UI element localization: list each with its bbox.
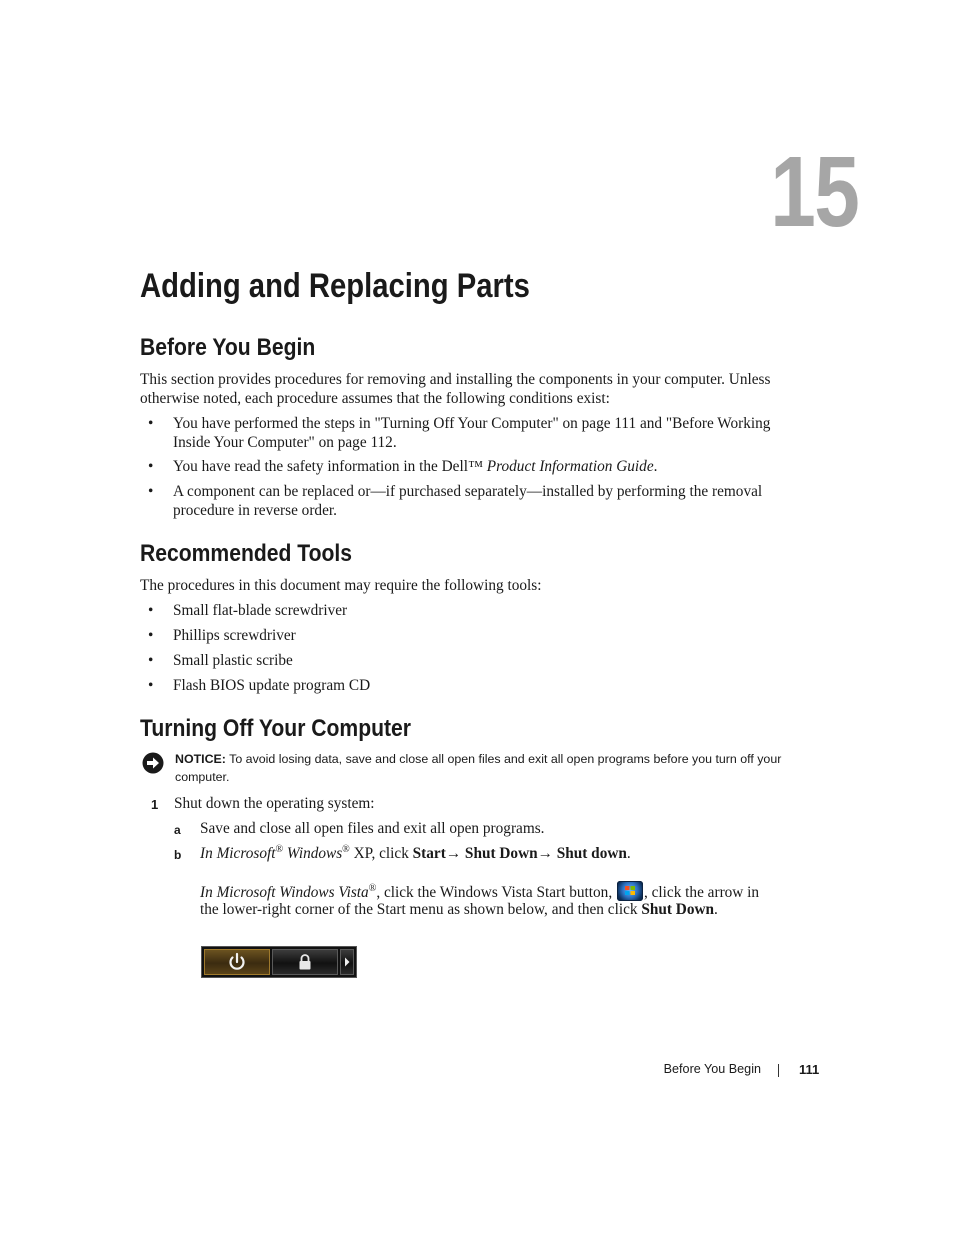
lock-button[interactable] xyxy=(272,949,338,975)
list-item xyxy=(140,482,800,520)
power-icon xyxy=(205,950,269,974)
arrow-right-icon xyxy=(341,950,353,974)
tool-name: Phillips screwdriver xyxy=(173,627,296,644)
bullet-icon: • xyxy=(148,415,154,432)
notice-body: To avoid losing data, save and close all open files and exit all open programs before you turn off your computer. xyxy=(175,752,782,784)
step-letter: a xyxy=(174,823,181,837)
power-button[interactable] xyxy=(204,949,270,975)
start-menu-power-bar xyxy=(201,946,357,978)
tools-list xyxy=(140,601,800,695)
bullet-icon: • xyxy=(148,677,154,694)
step-text: Shut down the operating system: xyxy=(174,795,375,812)
list-item xyxy=(140,651,800,670)
notice-box xyxy=(140,750,800,786)
page-number: 111 xyxy=(799,1062,820,1077)
chapter-number: 15 xyxy=(770,136,858,248)
windows-vista-start-icon xyxy=(617,881,643,901)
bullet-icon: • xyxy=(148,652,154,669)
notice-text xyxy=(175,750,800,786)
list-item xyxy=(140,601,800,620)
bullet-icon: • xyxy=(148,627,154,644)
tool-name: Flash BIOS update program CD xyxy=(173,677,371,694)
shut-down-ref: Shut down xyxy=(552,845,627,862)
bullet-icon: • xyxy=(148,602,154,619)
intro-before-you-begin: This section provides procedures for removing and installing the components in your computer. Unless otherwise noted, each procedure assumes that the following conditions exist: xyxy=(140,371,771,407)
list-item-text: You have read the safety information in the Dell™ xyxy=(173,458,487,475)
footer-section-name: Before You Begin xyxy=(663,1062,761,1076)
list-item xyxy=(140,414,800,452)
list-item: • You have read the safety information in the Dell™ Product Information Guide. xyxy=(148,458,658,475)
footer-divider xyxy=(778,1064,779,1077)
intro-recommended-tools: The procedures in this document may require the following tools: xyxy=(140,577,542,594)
tool-name: Small plastic scribe xyxy=(173,652,293,669)
lock-icon xyxy=(273,950,337,974)
bullet-icon: • xyxy=(148,483,154,500)
list-item xyxy=(140,676,800,695)
shut-down-menu-ref: Shut Down xyxy=(461,845,538,862)
step-number: 1 xyxy=(151,797,159,812)
notice-label: NOTICE: xyxy=(175,752,226,766)
step-letter: b xyxy=(174,848,182,862)
start-menu-ref: Start xyxy=(412,845,446,862)
list-item-text: A component can be replaced or—if purchased separately—installed by performing the removal procedure in reverse order. xyxy=(173,483,763,519)
step-text-vista-line2: the lower-right corner of the Start menu as shown below, and then click Shut Down. xyxy=(200,901,718,918)
step-text-vista: In Microsoft Windows Vista®, click the Windows Vista Start button, , click the arrow in xyxy=(200,882,760,901)
chapter-title: Adding and Replacing Parts xyxy=(140,267,530,305)
list-item xyxy=(140,626,800,645)
heading-recommended-tools: Recommended Tools xyxy=(140,540,353,567)
list-item-text: You have performed the steps in "Turning Off Your Computer" on page 111 and "Before Working Inside Your Computer" on page 112. xyxy=(173,415,771,451)
shutdown-options-arrow-button[interactable] xyxy=(340,949,354,975)
tool-name: Small flat-blade screwdriver xyxy=(173,602,348,619)
page-footer xyxy=(0,1062,954,1082)
conditions-list xyxy=(140,414,800,520)
step-text-xp: In Microsoft® Windows® XP, click Start→ Shut Down→ Shut down. xyxy=(200,843,631,862)
heading-turning-off: Turning Off Your Computer xyxy=(140,715,412,742)
product-info-guide-title: Product Information Guide xyxy=(486,458,654,475)
heading-before-you-begin: Before You Begin xyxy=(140,334,316,361)
notice-arrow-icon xyxy=(142,752,164,774)
vista-shut-down-ref: Shut Down xyxy=(641,901,715,918)
bullet-icon: • xyxy=(148,458,154,475)
step-text: Save and close all open files and exit all open programs. xyxy=(200,820,545,837)
